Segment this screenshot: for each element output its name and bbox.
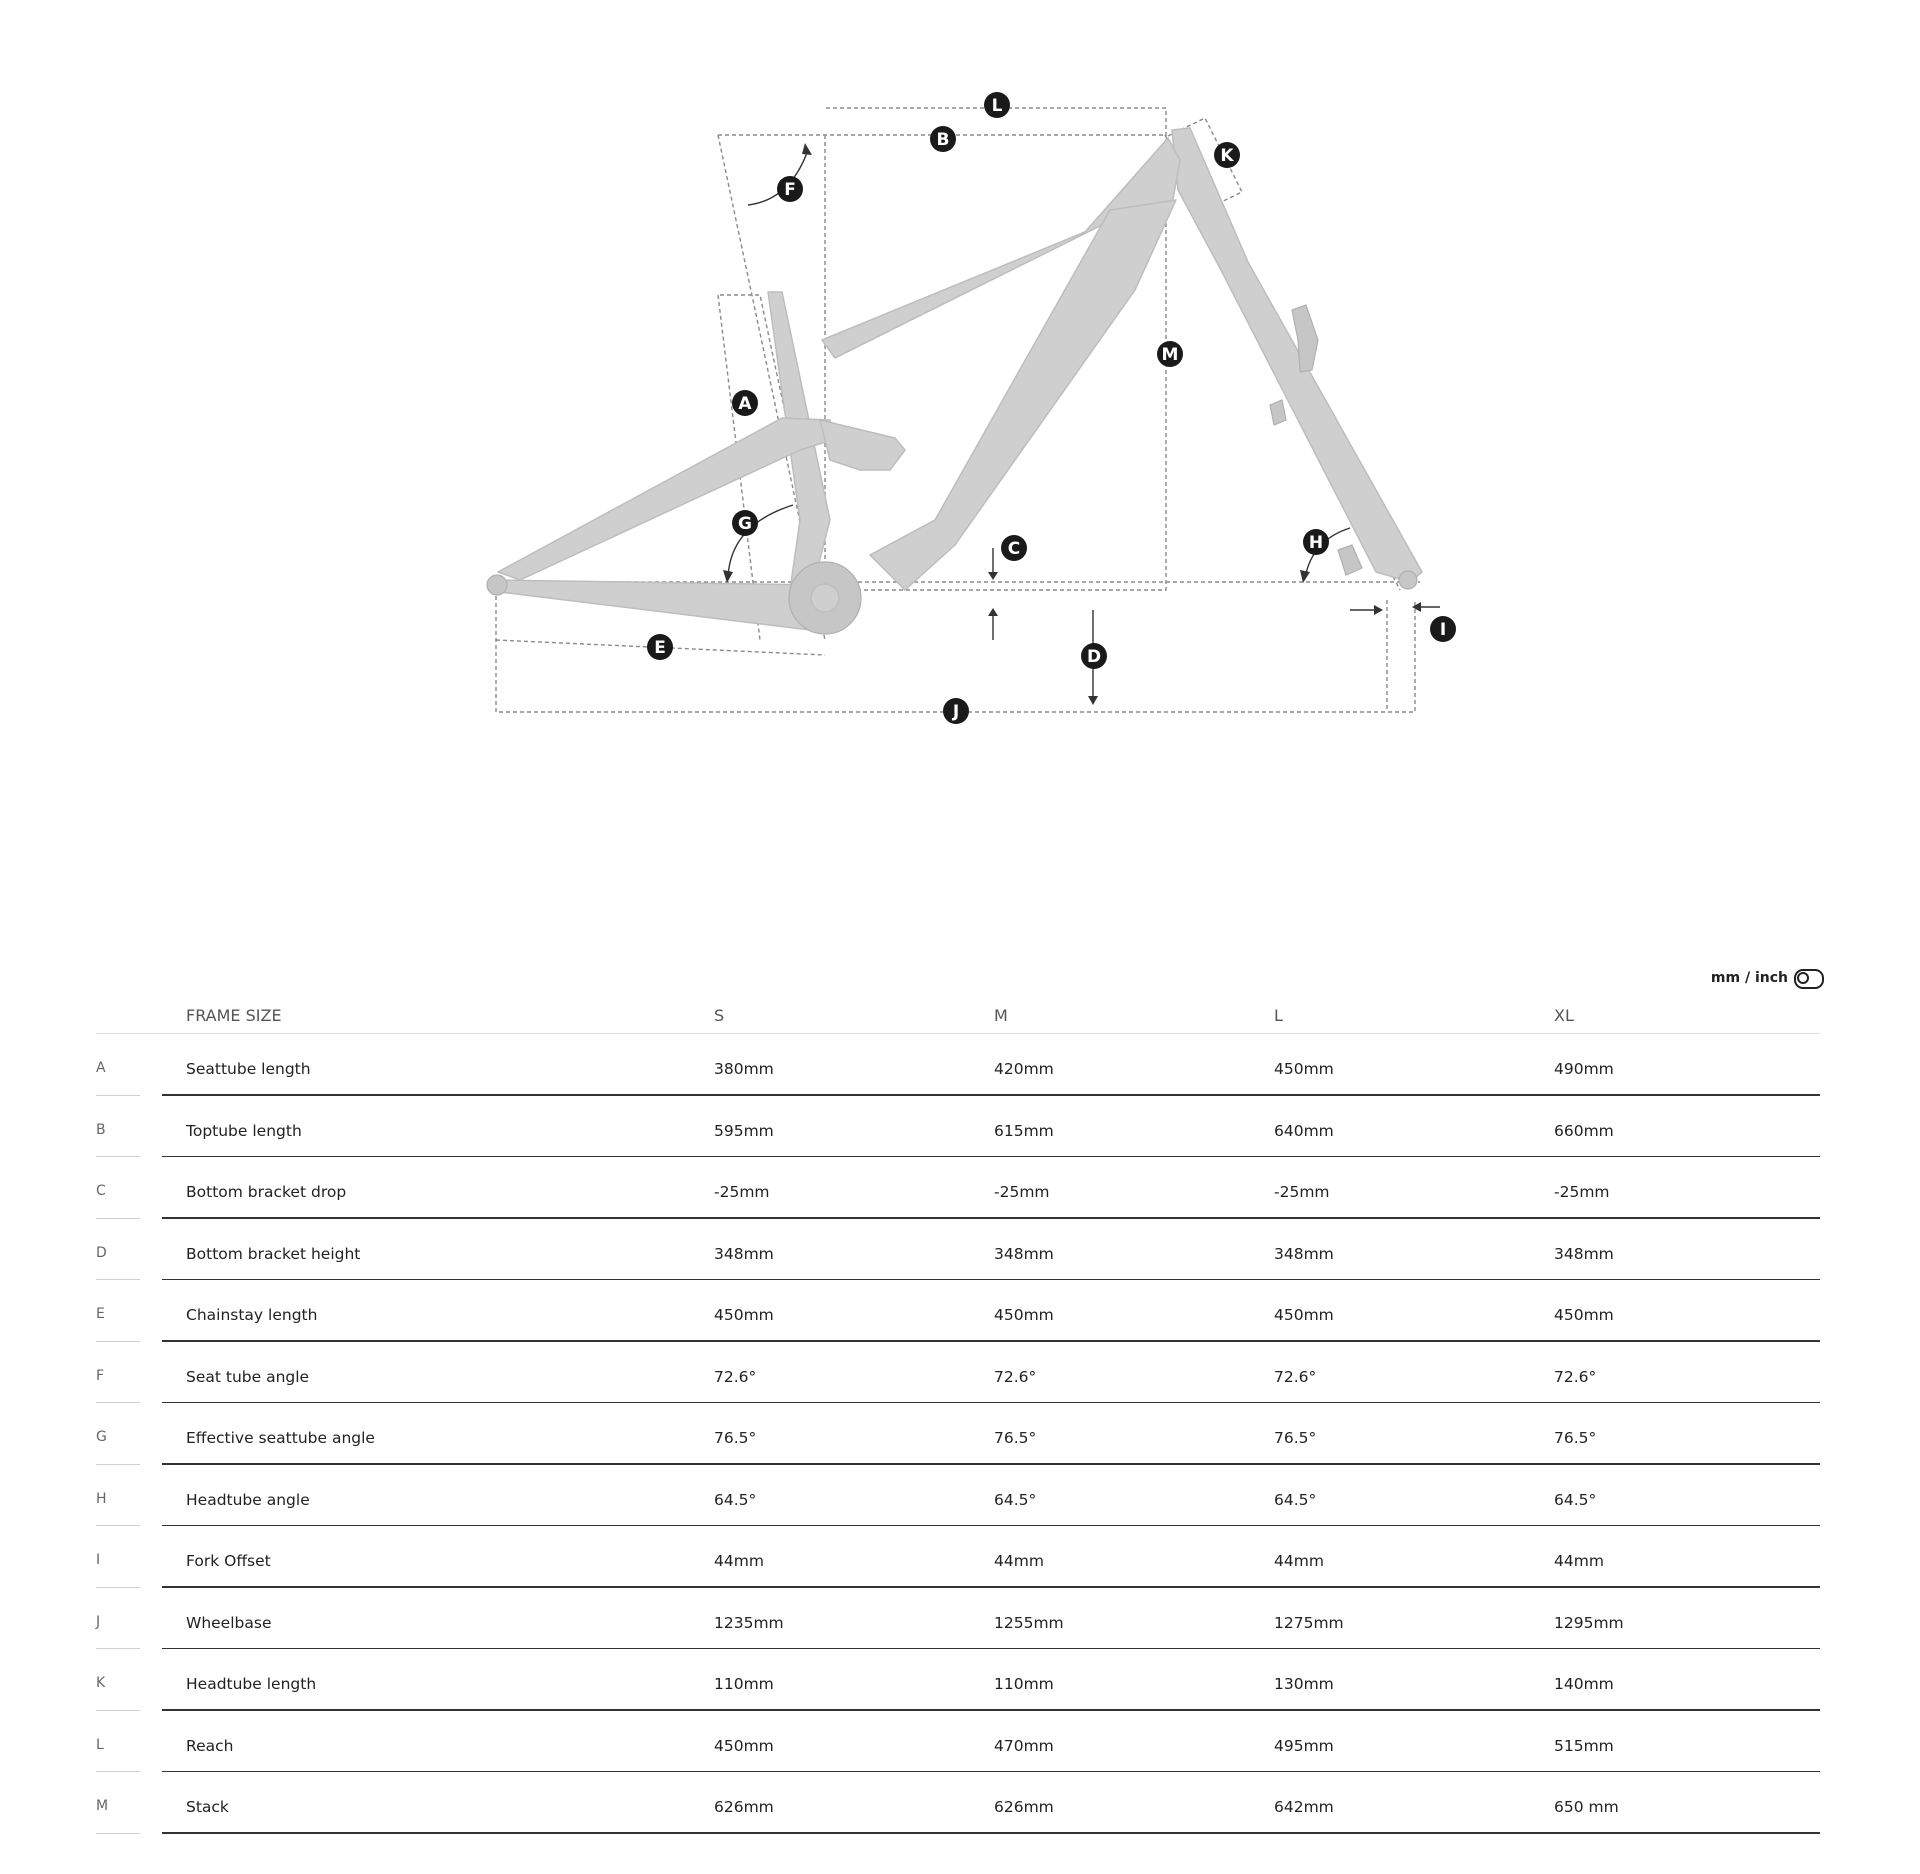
row-value: 110mm <box>714 1675 774 1693</box>
row-value: 140mm <box>1554 1675 1614 1693</box>
row-value: 64.5° <box>714 1490 757 1509</box>
table-body <box>96 1034 1820 1834</box>
row-value: 450mm <box>1554 1306 1614 1324</box>
table-row <box>96 1219 1820 1281</box>
row-value: -25mm <box>714 1183 770 1201</box>
row-value: -25mm <box>994 1183 1050 1201</box>
row-value: 76.5° <box>994 1429 1037 1447</box>
svg-text:G: G <box>738 514 752 534</box>
marker-m-icon <box>1157 341 1183 367</box>
row-value: 626mm <box>994 1798 1054 1816</box>
row-value: 76.5° <box>1274 1429 1317 1447</box>
svg-text:F: F <box>784 180 796 200</box>
table-row <box>96 1526 1820 1588</box>
svg-text:D: D <box>1086 647 1102 667</box>
row-value: 470mm <box>994 1736 1054 1755</box>
marker-f-icon <box>777 176 803 202</box>
row-letter: E <box>96 1306 105 1322</box>
marker-c-icon <box>1001 535 1027 561</box>
header-frame-size: FRAME SIZE <box>186 1006 282 1025</box>
row-divider-short <box>96 1833 140 1834</box>
svg-text:E: E <box>654 638 666 658</box>
svg-text:H: H <box>1308 533 1324 553</box>
svg-text:J: J <box>952 702 960 722</box>
row-value: 72.6° <box>1554 1367 1597 1386</box>
svg-text:M: M <box>1161 345 1179 365</box>
row-letter: J <box>96 1613 101 1630</box>
marker-a-icon <box>732 390 758 416</box>
frame-geometry-diagram <box>0 0 1920 900</box>
row-letter: G <box>96 1429 107 1445</box>
table-row <box>96 1711 1820 1773</box>
row-value: 626mm <box>714 1798 774 1816</box>
table-row <box>96 1157 1820 1219</box>
header-size-m: M <box>994 1006 1008 1025</box>
row-name: Seattube length <box>186 1060 311 1078</box>
table-row <box>96 1465 1820 1527</box>
toggle-switch-icon[interactable] <box>1794 969 1822 987</box>
marker-g-icon <box>732 510 758 536</box>
row-value: 450mm <box>714 1306 774 1324</box>
bike-frame <box>487 128 1422 634</box>
marker-h-icon <box>1303 529 1329 555</box>
marker-k-icon <box>1214 142 1240 168</box>
unit-toggle-label: mm / inch <box>1710 970 1788 986</box>
row-value: 72.6° <box>714 1367 757 1386</box>
row-name: Seat tube angle <box>186 1367 310 1386</box>
row-value: 420mm <box>994 1060 1054 1078</box>
row-value: 595mm <box>714 1121 774 1140</box>
row-value: 1275mm <box>1274 1613 1344 1632</box>
table-row <box>96 1342 1820 1404</box>
row-value: 44mm <box>1554 1552 1604 1570</box>
row-letter: A <box>96 1060 106 1076</box>
row-value: 44mm <box>1274 1552 1324 1570</box>
row-value: 64.5° <box>1554 1490 1597 1509</box>
marker-d-icon <box>1081 643 1107 669</box>
geometry-table <box>96 992 1820 1834</box>
row-value: 348mm <box>1554 1244 1614 1263</box>
row-value: 450mm <box>994 1306 1054 1324</box>
marker-l-icon <box>984 92 1010 118</box>
header-size-l: L <box>1274 1006 1283 1025</box>
row-value: 450mm <box>1274 1060 1334 1078</box>
row-value: 1295mm <box>1554 1613 1624 1632</box>
row-value: 64.5° <box>1274 1490 1317 1509</box>
row-value: 642mm <box>1274 1798 1334 1816</box>
row-name: Bottom bracket drop <box>186 1183 347 1201</box>
svg-text:L: L <box>991 96 1003 116</box>
row-value: 72.6° <box>994 1367 1037 1386</box>
marker-j-icon <box>943 698 969 724</box>
row-value: 1235mm <box>714 1613 784 1632</box>
table-row <box>96 1280 1820 1342</box>
header-size-s: S <box>714 1006 725 1025</box>
row-name: Wheelbase <box>186 1613 272 1632</box>
row-value: -25mm <box>1274 1183 1330 1201</box>
svg-text:K: K <box>1220 146 1234 166</box>
marker-b-icon <box>930 126 956 152</box>
row-name: Chainstay length <box>186 1306 318 1324</box>
row-value: 348mm <box>714 1244 774 1263</box>
table-row <box>96 1772 1820 1834</box>
row-letter: M <box>96 1798 109 1814</box>
unit-toggle[interactable] <box>1710 964 1822 992</box>
row-letter: C <box>96 1183 106 1199</box>
svg-text:I: I <box>1439 620 1447 640</box>
row-value: 660mm <box>1554 1121 1614 1140</box>
svg-text:A: A <box>738 394 752 414</box>
row-name: Toptube length <box>186 1121 302 1140</box>
row-value: 640mm <box>1274 1121 1334 1140</box>
row-value: 76.5° <box>1554 1429 1597 1447</box>
row-value: 72.6° <box>1274 1367 1317 1386</box>
row-value: 348mm <box>994 1244 1054 1263</box>
marker-e-icon <box>647 634 673 660</box>
row-letter: D <box>96 1244 107 1261</box>
row-value: 650 mm <box>1554 1798 1619 1816</box>
row-value: 490mm <box>1554 1060 1614 1078</box>
row-value: 615mm <box>994 1121 1054 1140</box>
svg-text:C: C <box>1007 539 1021 559</box>
row-value: 450mm <box>1274 1306 1334 1324</box>
row-letter: L <box>96 1736 104 1753</box>
svg-text:B: B <box>936 130 950 150</box>
table-row <box>96 1096 1820 1158</box>
row-name: Headtube length <box>186 1675 317 1693</box>
marker-i-icon <box>1430 616 1456 642</box>
table-row <box>96 1649 1820 1711</box>
row-name: Bottom bracket height <box>186 1244 361 1263</box>
row-name: Headtube angle <box>186 1490 310 1509</box>
row-value: 380mm <box>714 1060 774 1078</box>
row-value: -25mm <box>1554 1183 1610 1201</box>
row-letter: H <box>96 1490 107 1507</box>
header-size-xl: XL <box>1554 1006 1574 1025</box>
row-name: Reach <box>186 1736 234 1755</box>
row-name: Effective seattube angle <box>186 1429 375 1447</box>
row-letter: K <box>96 1675 106 1691</box>
row-letter: F <box>96 1367 105 1384</box>
row-value: 450mm <box>714 1736 774 1755</box>
row-value: 44mm <box>994 1552 1044 1570</box>
row-value: 64.5° <box>994 1490 1037 1509</box>
row-value: 348mm <box>1274 1244 1334 1263</box>
table-row <box>96 1588 1820 1650</box>
row-letter: I <box>96 1552 101 1568</box>
row-value: 515mm <box>1554 1736 1614 1755</box>
table-row <box>96 1403 1820 1465</box>
row-value: 110mm <box>994 1675 1054 1693</box>
row-name: Fork Offset <box>186 1552 271 1570</box>
table-row <box>96 1034 1820 1096</box>
row-value: 44mm <box>714 1552 764 1570</box>
row-value: 495mm <box>1274 1736 1334 1755</box>
row-value: 130mm <box>1274 1675 1334 1693</box>
row-letter: B <box>96 1121 106 1138</box>
row-name: Stack <box>186 1798 229 1816</box>
row-value: 1255mm <box>994 1613 1064 1632</box>
row-divider <box>162 1832 1820 1834</box>
table-header-row <box>96 992 1820 1034</box>
row-value: 76.5° <box>714 1429 757 1447</box>
